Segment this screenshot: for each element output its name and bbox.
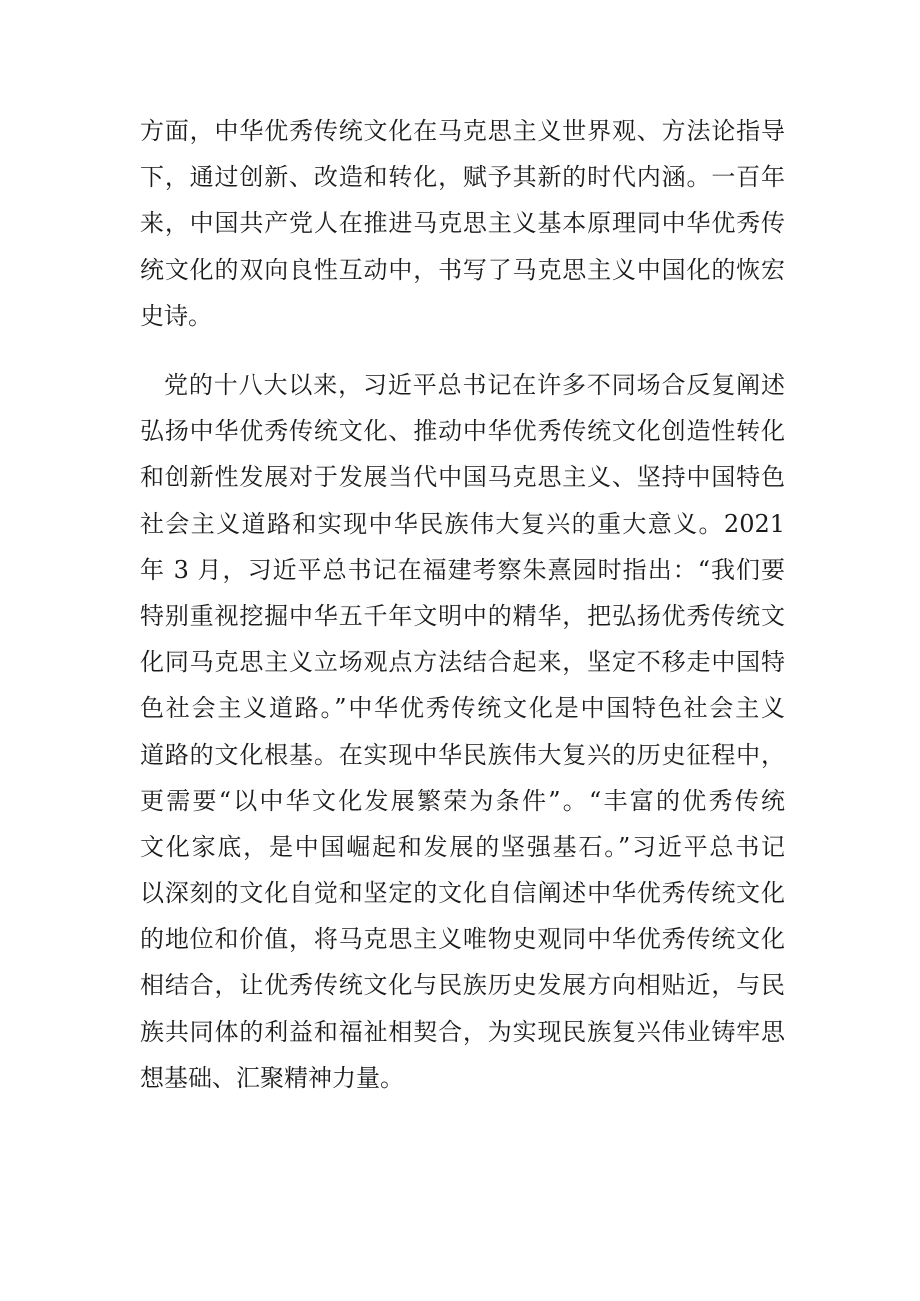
paragraph-line: 弘扬中华优秀传统文化、推动中华优秀传统文化创造性转化: [140, 417, 785, 446]
paragraph-line: 想基础、汇聚精神力量。: [140, 1063, 404, 1092]
paragraph-line: 统文化的双向良性互动中，书写了马克思主义中国化的恢宏: [140, 255, 785, 284]
paragraph-line: 和创新性发展对于发展当代中国马克思主义、坚持中国特色: [140, 463, 785, 492]
paragraph-line: 党的十八大以来，习近平总书记在许多不同场合反复阐述: [164, 371, 785, 399]
paragraph-line: 社会主义道路和实现中华民族伟大复兴的重大意义。2021: [140, 509, 785, 538]
paragraph-line: 相结合，让优秀传统文化与民族历史发展方向相贴近，与民: [140, 971, 785, 1000]
paragraph-1: [140, 108, 785, 339]
paragraph-line: 族共同体的利益和福祉相契合，为实现民族复兴伟业铸牢思: [140, 1017, 785, 1046]
paragraph-line: 化同马克思主义立场观点方法结合起来，坚定不移走中国特: [140, 648, 785, 677]
paragraph-line: 的地位和价值，将马克思主义唯物史观同中华优秀传统文化: [140, 925, 785, 954]
paragraph-line: 道路的文化根基。在实现中华民族伟大复兴的历史征程中，: [140, 740, 785, 769]
paragraph-line: 年 3 月，习近平总书记在福建考察朱熹园时指出：“我们要: [140, 555, 785, 584]
paragraph-2: [140, 362, 785, 1101]
paragraph-line: 更需要“以中华文化发展繁荣为条件”。“丰富的优秀传统: [140, 786, 785, 815]
paragraph-line: 特别重视挖掘中华五千年文明中的精华，把弘扬优秀传统文: [140, 601, 785, 630]
paragraph-line: 色社会主义道路。”中华优秀传统文化是中国特色社会主义: [140, 694, 785, 723]
paragraph-line: 史诗。: [140, 301, 212, 330]
paragraph-line: 文化家底，是中国崛起和发展的坚强基石。”习近平总书记: [140, 832, 785, 861]
paragraph-line: 来，中国共产党人在推进马克思主义基本原理同中华优秀传: [140, 209, 785, 238]
paragraph-line: 方面，中华优秀传统文化在马克思主义世界观、方法论指导: [140, 117, 785, 145]
paragraph-line: 下，通过创新、改造和转化，赋予其新的时代内涵。一百年: [140, 163, 785, 192]
paragraph-line: 以深刻的文化自觉和坚定的文化自信阐述中华优秀传统文化: [140, 879, 785, 908]
